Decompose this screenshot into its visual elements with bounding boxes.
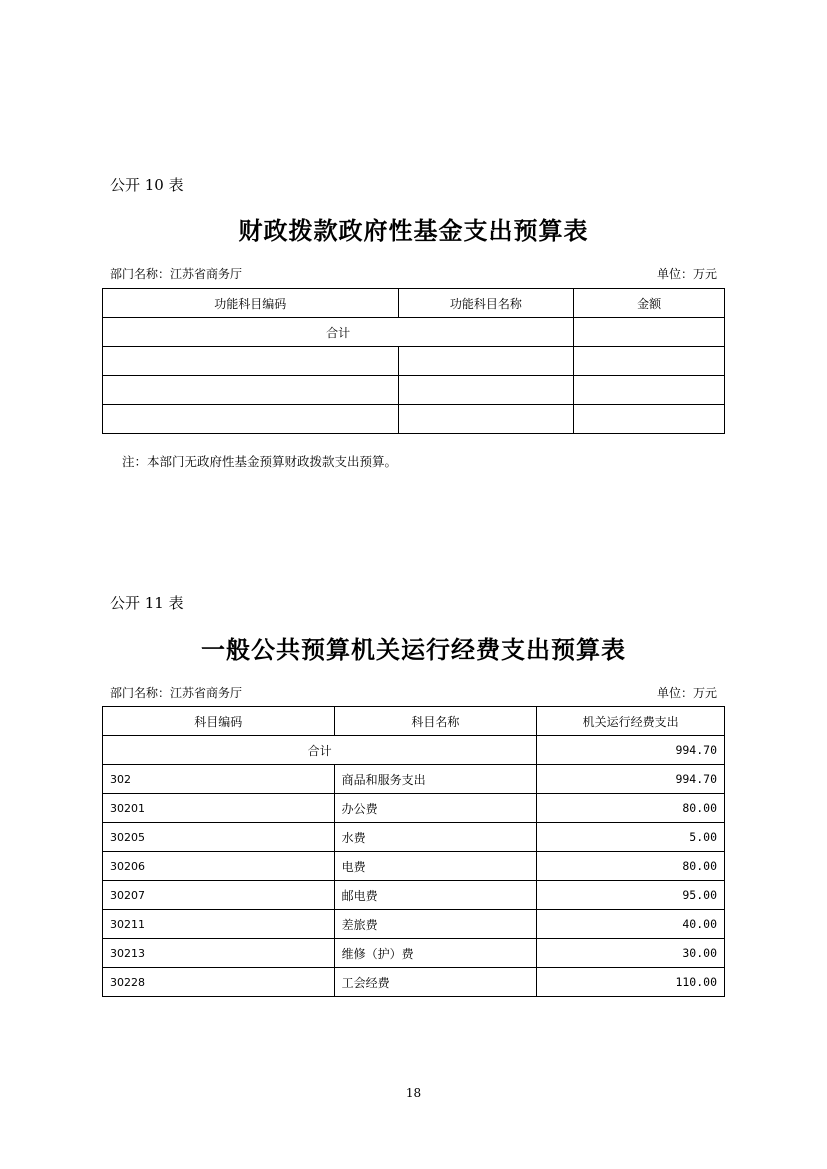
row-code: 302 <box>103 765 335 794</box>
row-code: 30205 <box>103 823 335 852</box>
table-cell <box>103 405 399 434</box>
row-amount: 994.70 <box>537 765 725 794</box>
table10-tag: 公开 10 表 <box>110 176 184 194</box>
table10-header-row <box>103 289 725 318</box>
table-cell <box>574 405 725 434</box>
row-name: 办公费 <box>334 794 537 823</box>
row-amount: 95.00 <box>537 881 725 910</box>
row-name: 商品和服务支出 <box>334 765 537 794</box>
table11-header-code: 科目编码 <box>103 707 335 736</box>
table-cell <box>398 376 574 405</box>
table11-unit: 单位：万元 <box>656 686 717 700</box>
table-row <box>103 852 725 881</box>
table11-total-value: 994.70 <box>537 736 725 765</box>
table-row <box>103 939 725 968</box>
table-row <box>103 794 725 823</box>
row-code: 30206 <box>103 852 335 881</box>
table10-dept: 部门名称：江苏省商务厅 <box>110 267 243 281</box>
row-name: 维修（护）费 <box>334 939 537 968</box>
row-code: 30213 <box>103 939 335 968</box>
table10-header-amount: 金额 <box>574 289 725 318</box>
row-code: 30211 <box>103 910 335 939</box>
table11-header-amount: 机关运行经费支出 <box>537 707 725 736</box>
table11-total-label: 合计 <box>103 736 537 765</box>
table10-title: 财政拨款政府性基金支出预算表 <box>238 216 589 245</box>
table-row <box>103 823 725 852</box>
row-amount: 80.00 <box>537 794 725 823</box>
row-code: 30201 <box>103 794 335 823</box>
table-cell <box>103 376 399 405</box>
table-row <box>103 405 725 434</box>
table-row <box>103 347 725 376</box>
table-row <box>103 881 725 910</box>
table10-unit: 单位：万元 <box>656 267 717 281</box>
table10-total-value <box>574 318 725 347</box>
table11-header-row <box>103 707 725 736</box>
table-cell <box>398 347 574 376</box>
table10-total-row <box>103 318 725 347</box>
table10-header-code: 功能科目编码 <box>103 289 399 318</box>
page-number: 18 <box>405 1086 422 1100</box>
table11 <box>102 706 725 997</box>
table-row <box>103 968 725 997</box>
row-code: 30207 <box>103 881 335 910</box>
row-amount: 80.00 <box>537 852 725 881</box>
row-name: 差旅费 <box>334 910 537 939</box>
table-cell <box>574 376 725 405</box>
row-name: 水费 <box>334 823 537 852</box>
table-row <box>103 765 725 794</box>
row-name: 工会经费 <box>334 968 537 997</box>
table10-header-name: 功能科目名称 <box>398 289 574 318</box>
table10-total-label: 合计 <box>103 318 574 347</box>
table11-dept: 部门名称：江苏省商务厅 <box>110 686 243 700</box>
table11-total-row <box>103 736 725 765</box>
table-cell <box>574 347 725 376</box>
table11-title: 一般公共预算机关运行经费支出预算表 <box>201 635 626 664</box>
table-row <box>103 376 725 405</box>
row-amount: 5.00 <box>537 823 725 852</box>
table11-tag: 公开 11 表 <box>110 594 184 612</box>
row-name: 电费 <box>334 852 537 881</box>
table-row <box>103 910 725 939</box>
table-cell <box>398 405 574 434</box>
table10 <box>102 288 725 434</box>
row-amount: 30.00 <box>537 939 725 968</box>
row-amount: 40.00 <box>537 910 725 939</box>
row-amount: 110.00 <box>537 968 725 997</box>
table11-header-name: 科目名称 <box>334 707 537 736</box>
row-code: 30228 <box>103 968 335 997</box>
table10-note: 注：本部门无政府性基金预算财政拨款支出预算。 <box>122 454 398 469</box>
row-name: 邮电费 <box>334 881 537 910</box>
table-cell <box>103 347 399 376</box>
